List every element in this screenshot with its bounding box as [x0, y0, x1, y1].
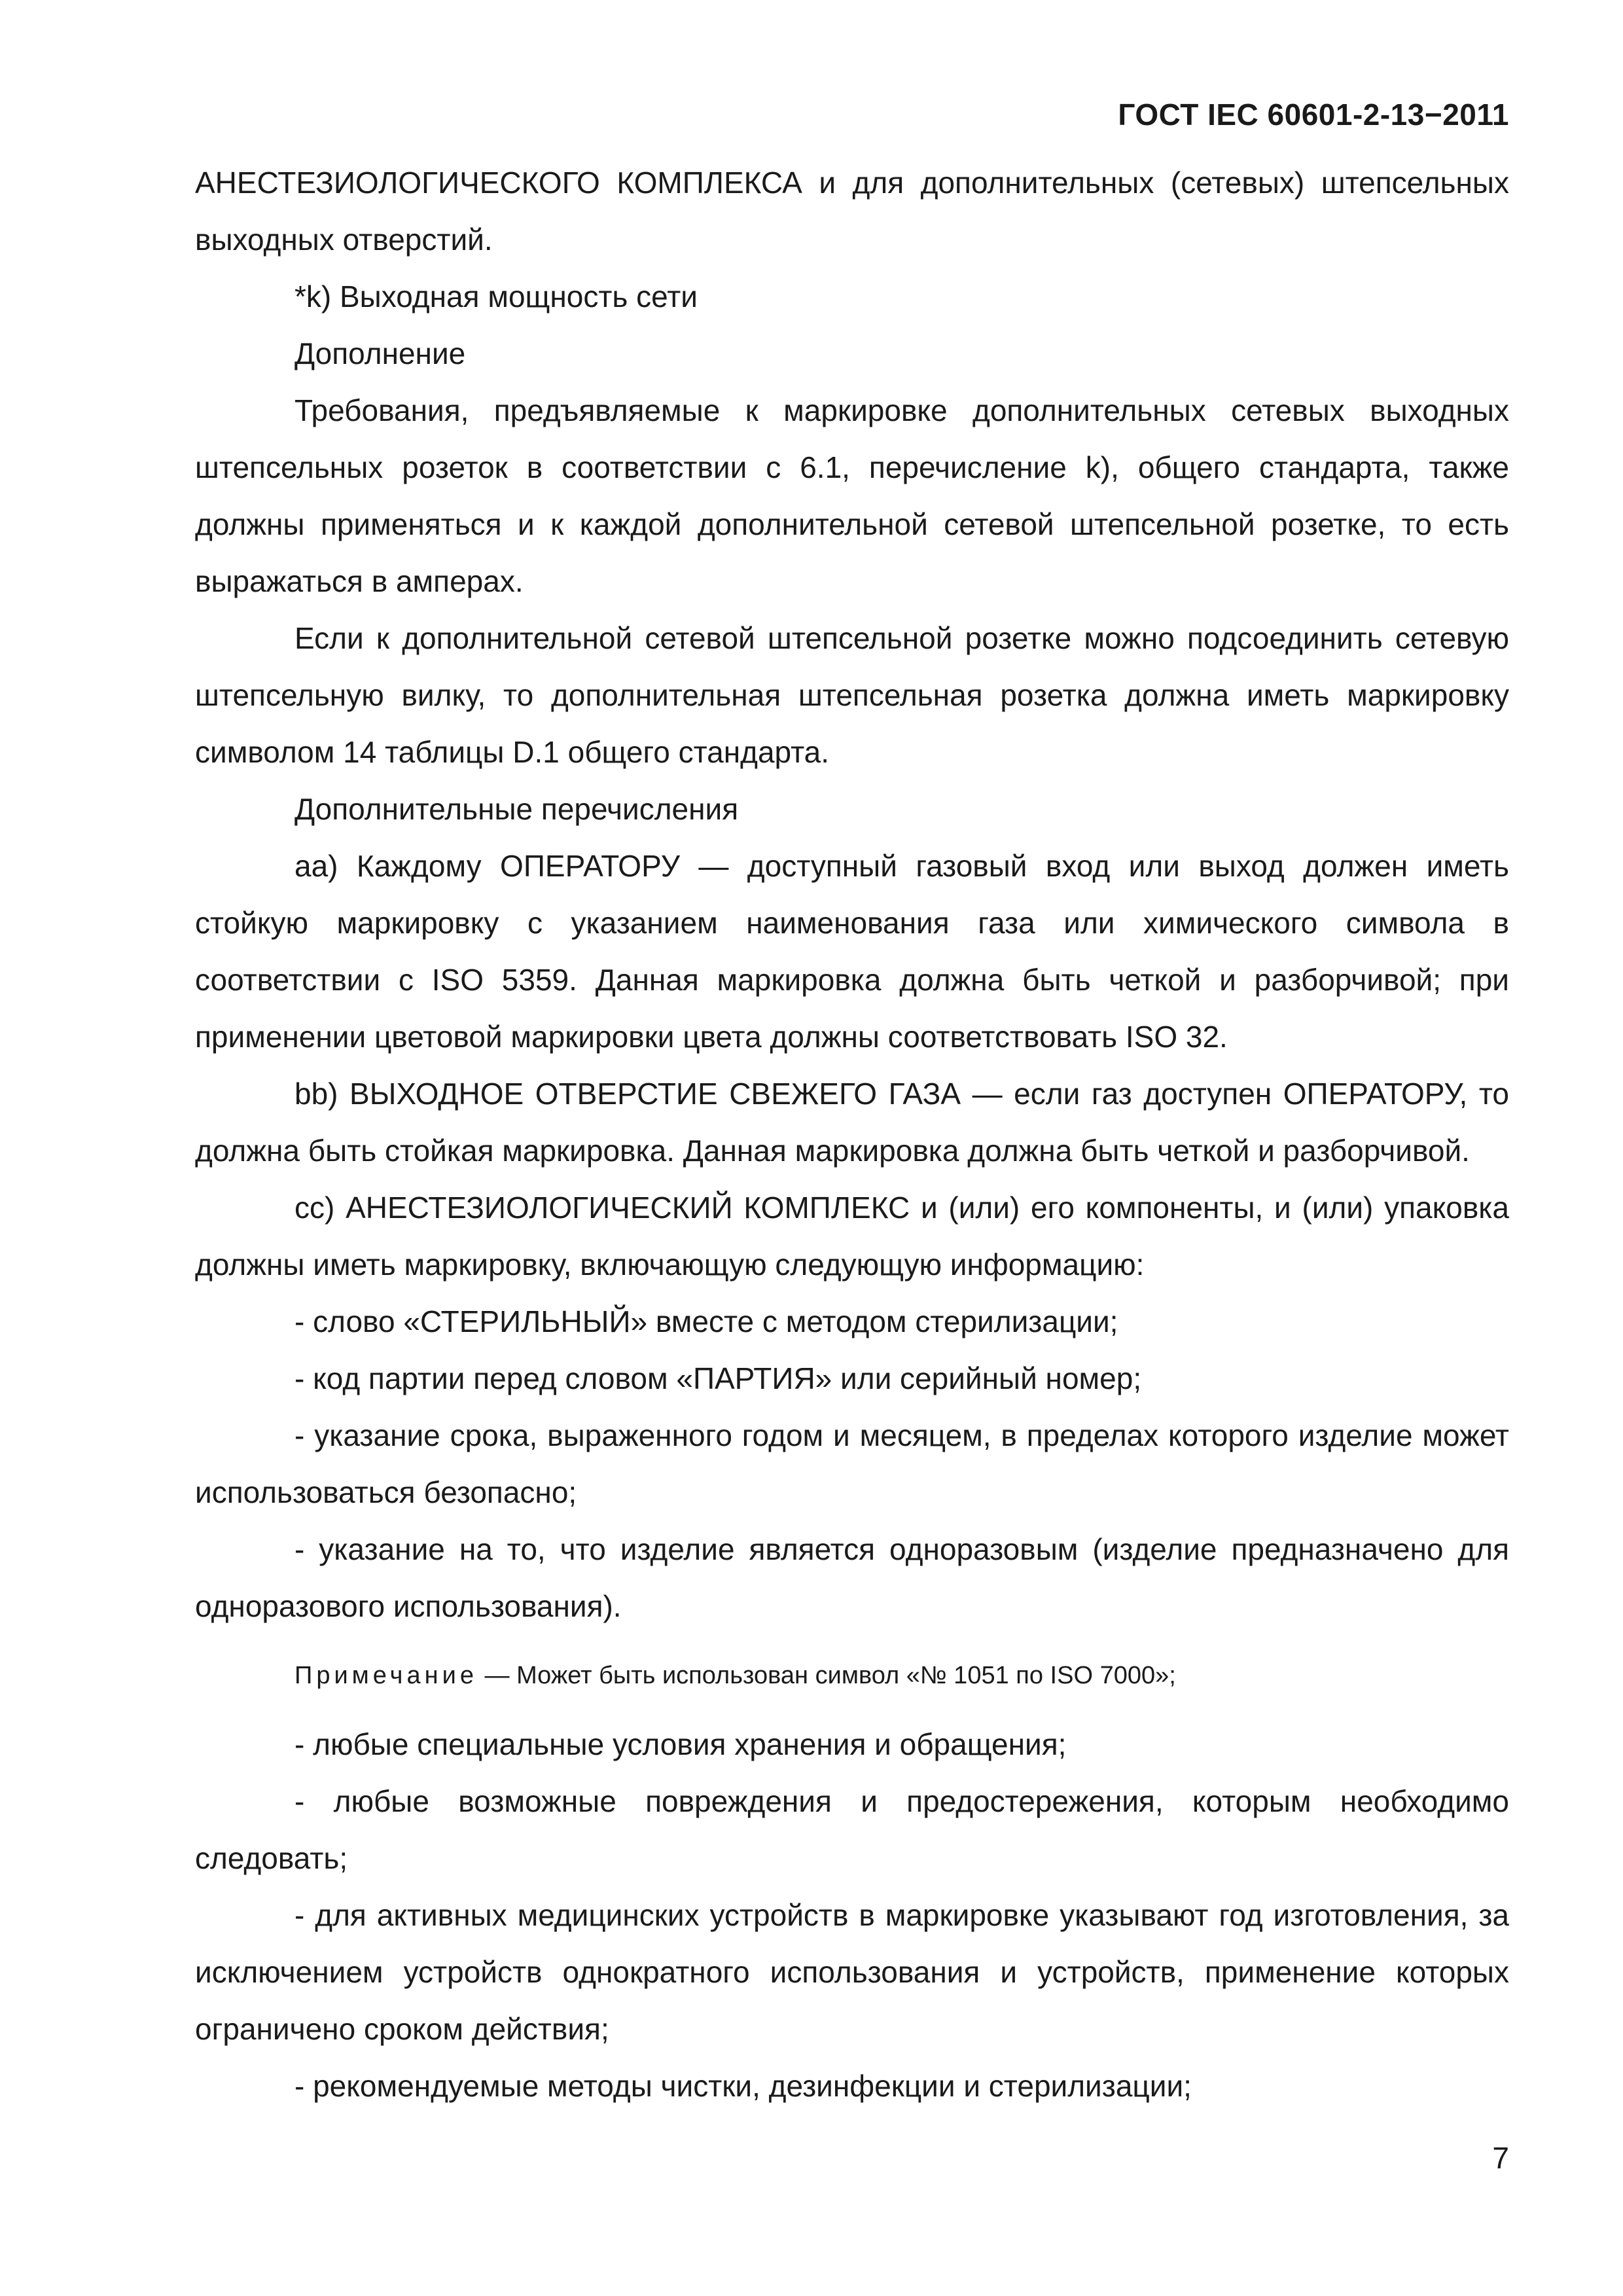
- page-number: 7: [1492, 2141, 1509, 2175]
- paragraph-continuation: АНЕСТЕЗИОЛОГИЧЕСКОГО КОМПЛЕКСА и для дополнительных (сетевых) штепсельных выходных отверстий.: [195, 166, 1509, 257]
- paragraph-item-bb: bb) ВЫХОДНОЕ ОТВЕРСТИЕ СВЕЖЕГО ГАЗА — если газ доступен ОПЕРАТОРУ, то должна быть стойкая маркировка. Данная маркировка должна быть четкой и разборчивой.: [195, 1077, 1509, 1168]
- list-item-manufacture-year: - для активных медицинских устройств в маркировке указывают год изготовления, за исключением устройств однократного использования и устройств, применение которых ограничено сроком действия;: [195, 1898, 1509, 2046]
- paragraph-item-cc: сс) АНЕСТЕЗИОЛОГИЧЕСКИЙ КОМПЛЕКС и (или) его компоненты, и (или) упаковка должны иметь маркировку, включающую следующую информацию:: [195, 1191, 1509, 1282]
- list-item-single-use: - указание на то, что изделие является одноразовым (изделие предназначено для одноразового использования).: [195, 1532, 1509, 1623]
- document-header-code: ГОСТ IEC 60601-2-13−2011: [1118, 98, 1509, 132]
- list-item-storage: - любые специальные условия хранения и обращения;: [294, 1727, 1067, 1761]
- list-item-sterile: - слово «СТЕРИЛЬНЫЙ» вместе с методом стерилизации;: [294, 1304, 1118, 1338]
- paragraph-plug-marking: Если к дополнительной сетевой штепсельной розетке можно подсоединить сетевую штепсельную вилку, то дополнительная штепсельная розетка должна иметь маркировку символом 14 таблицы D.1 общего стандарта.: [195, 621, 1509, 769]
- note-text: — Может быть использован символ «№ 1051 по ISO 7000»;: [477, 1662, 1176, 1689]
- paragraph-requirements: Требования, предъявляемые к маркировке дополнительных сетевых выходных штепсельных розеток в соответствии с 6.1, перечисление k), общего стандарта, также должны применяться и к каждой дополнительной сетевой штепсельной розетке, то есть выражаться в амперах.: [195, 393, 1509, 598]
- note-paragraph: [195, 1649, 1509, 1702]
- paragraph-item-aa: аа) Каждому ОПЕРАТОРУ — доступный газовый вход или выход должен иметь стойкую маркировку с указанием наименования газа или химического символа в соответствии с ISO 5359. Данная маркировка должна быть четкой и разборчивой; при применении цветовой маркировки цвета должны соответствовать ISO 32.: [195, 849, 1509, 1054]
- paragraph-item-k-heading: *k) Выходная мощность сети: [294, 279, 698, 314]
- list-item-cleaning-methods: - рекомендуемые методы чистки, дезинфекции и стерилизации;: [294, 2069, 1192, 2103]
- paragraph-additional-enumerations-heading: Дополнительные перечисления: [294, 792, 739, 826]
- list-item-batch-code: - код партии перед словом «ПАРТИЯ» или серийный номер;: [294, 1361, 1142, 1395]
- list-item-expiry: - указание срока, выраженного годом и месяцем, в пределах которого изделие может использоваться безопасно;: [195, 1418, 1509, 1509]
- list-item-warnings: - любые возможные повреждения и предостережения, которым необходимо следовать;: [195, 1784, 1509, 1875]
- paragraph-addition-heading: Дополнение: [294, 336, 466, 370]
- document-body: [195, 154, 1509, 2115]
- note-label: Примечание: [294, 1662, 478, 1689]
